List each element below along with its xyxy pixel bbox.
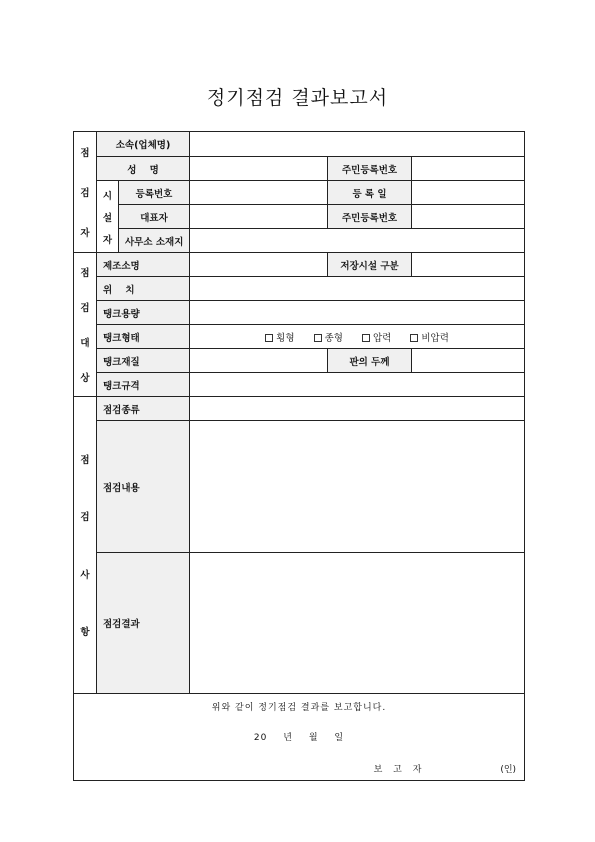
thickness-label: 판의 두께: [328, 349, 412, 373]
section-char: 설: [102, 212, 113, 224]
checkbox-icon[interactable]: [314, 334, 322, 342]
spec-field[interactable]: [190, 373, 525, 397]
reg-no-label: 등록번호: [119, 181, 190, 205]
section-char: 점: [80, 268, 90, 279]
representative-field[interactable]: [190, 205, 328, 229]
date-day-unit: 일: [334, 733, 345, 743]
storage-type-field[interactable]: [412, 253, 525, 277]
kind-field[interactable]: [190, 397, 525, 421]
rep-resident-no-field[interactable]: [412, 205, 525, 229]
location-field[interactable]: [190, 277, 525, 301]
result-label: 점검결과: [97, 553, 190, 694]
checkbox-icon[interactable]: [410, 334, 418, 342]
section-char: 상: [80, 373, 90, 384]
shape-options: [190, 325, 525, 349]
report-date: [74, 730, 524, 743]
affiliation-label: 소속(업체명): [97, 132, 190, 157]
shape-label: 탱크형태: [97, 325, 190, 349]
section-char: 시: [102, 190, 113, 202]
representative-label: 대표자: [119, 205, 190, 229]
section-inspector: [74, 132, 97, 253]
reg-date-label: 등 록 일: [328, 181, 412, 205]
kind-label: 점검종류: [97, 397, 190, 421]
report-footer: [74, 694, 525, 781]
name-label: 성 명: [97, 157, 190, 181]
date-month-unit: 월: [308, 733, 319, 743]
date-year-unit: 년: [283, 733, 293, 743]
content-label: 점검내용: [97, 421, 190, 553]
reg-no-field[interactable]: [190, 181, 328, 205]
rep-resident-no-label: 주민등록번호: [328, 205, 412, 229]
page-title: 정기점검 결과보고서: [206, 87, 389, 109]
office-address-field[interactable]: [190, 229, 525, 253]
checkbox-icon[interactable]: [265, 334, 273, 342]
affiliation-field[interactable]: [190, 132, 525, 157]
section-target: [74, 253, 97, 397]
resident-no-label: 주민등록번호: [328, 157, 412, 181]
material-field[interactable]: [190, 349, 328, 373]
thickness-field[interactable]: [412, 349, 525, 373]
location-label: 위 치: [97, 277, 190, 301]
spec-label: 탱크규격: [97, 373, 190, 397]
capacity-label: 탱크용량: [97, 301, 190, 325]
section-char: 검: [80, 188, 90, 199]
manufacturer-field[interactable]: [190, 253, 328, 277]
manufacturer-label: 제조소명: [97, 253, 190, 277]
section-char: 점: [80, 148, 90, 159]
section-char: 항: [80, 627, 90, 639]
inspection-report-form: [73, 131, 525, 781]
section-char: 검: [80, 512, 90, 524]
office-address-label: 사무소 소재지: [119, 229, 190, 253]
shape-option-vertical[interactable]: 종형: [314, 333, 343, 344]
reporter-label: 보 고 자: [373, 765, 426, 775]
section-char: 사: [80, 569, 90, 581]
result-field[interactable]: [190, 553, 525, 694]
section-char: 대: [80, 338, 90, 349]
material-label: 탱크재질: [97, 349, 190, 373]
shape-option-pressure[interactable]: 압력: [362, 333, 391, 344]
checkbox-icon[interactable]: [362, 334, 370, 342]
report-statement: 위와 같이 정기점검 결과를 보고합니다.: [211, 703, 387, 713]
capacity-field[interactable]: [190, 301, 525, 325]
name-field[interactable]: [190, 157, 328, 181]
section-facility-owner: [97, 181, 119, 253]
shape-option-non-pressure[interactable]: 비압력: [410, 333, 449, 344]
date-year: 20: [253, 733, 268, 743]
section-char: 검: [80, 303, 90, 314]
section-inspection-items: [74, 397, 97, 694]
reporter-signature: [374, 762, 516, 775]
section-char: 자: [80, 228, 90, 239]
resident-no-field[interactable]: [412, 157, 525, 181]
section-char: 자: [102, 234, 113, 246]
storage-type-label: 저장시설 구분: [328, 253, 412, 277]
shape-option-horizontal[interactable]: 횡형: [265, 333, 294, 344]
section-char: 점: [80, 454, 90, 466]
seal-label: (인): [500, 765, 517, 775]
reg-date-field[interactable]: [412, 181, 525, 205]
content-field[interactable]: [190, 421, 525, 553]
